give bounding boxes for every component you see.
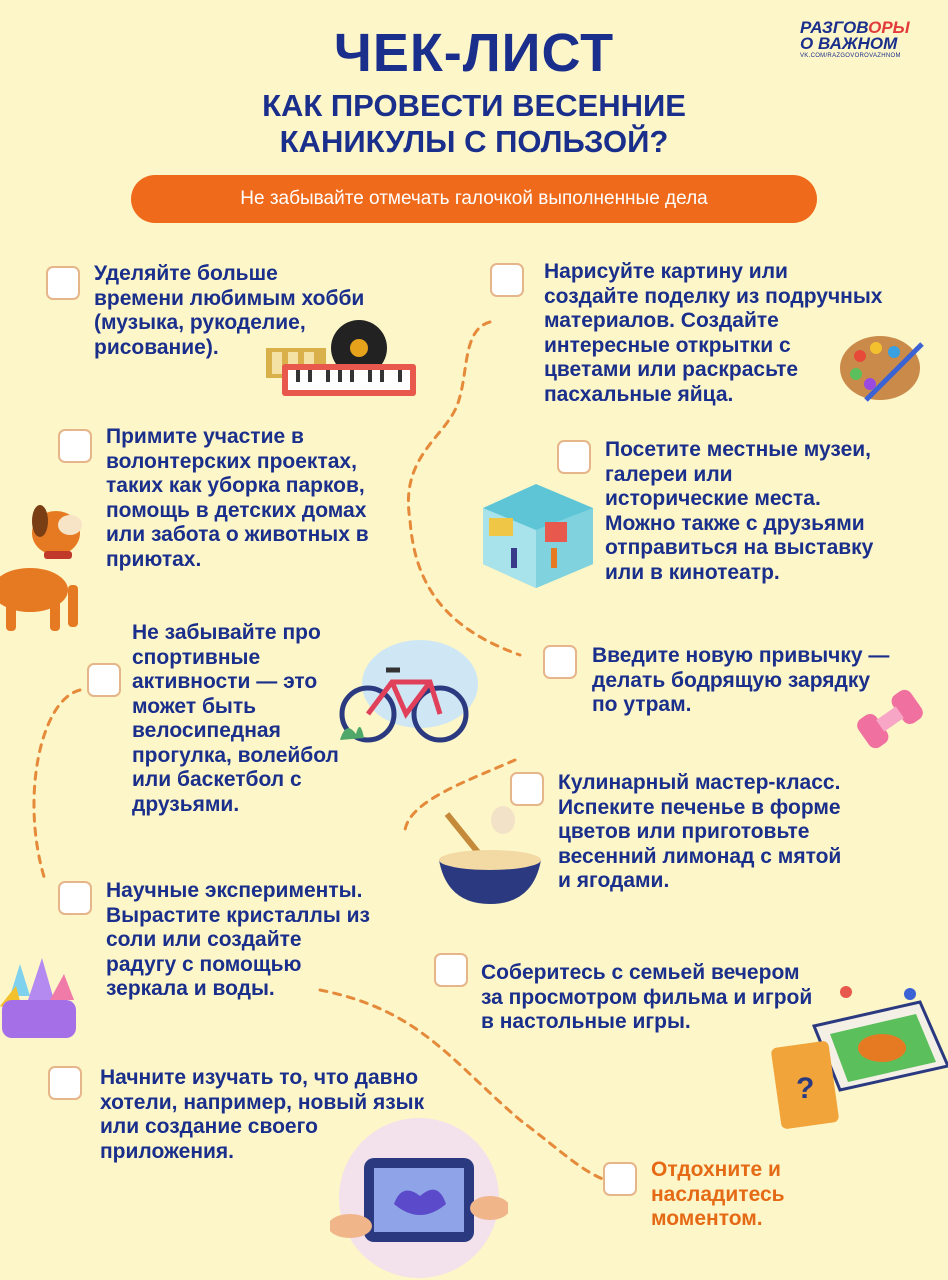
- checkbox-relax[interactable]: [603, 1162, 637, 1196]
- item-text-painting: Нарисуйте картину или создайте поделку из подручных материалов. Создайте интересные открытки с цветами или раскрасьте пасхальные яйца.: [544, 260, 883, 406]
- checkbox-exercise[interactable]: [543, 645, 577, 679]
- item-text-sport: Не забывайте про спортивные активности — это может быть велосипедная прогулка, волейбол или баскетбол с друзьями.: [132, 621, 339, 816]
- palette-icon: [836, 330, 926, 404]
- item-text-museum: Посетите местные музеи, галереи или исторические места. Можно также с друзьями отправиться на выставку или в кинотеатр.: [605, 438, 874, 584]
- item-text-relax: Отдохните и насладитесь моментом.: [651, 1158, 785, 1230]
- checkbox-volunteer[interactable]: [58, 429, 92, 463]
- dog-icon: [0, 495, 92, 635]
- checkbox-sport[interactable]: [87, 663, 121, 697]
- checkbox-science[interactable]: [58, 881, 92, 915]
- item-text-exercise: Введите новую привычку — делать бодрящую зарядку по утрам.: [592, 644, 890, 716]
- checkbox-museum[interactable]: [557, 440, 591, 474]
- checkbox-family[interactable]: [434, 953, 468, 987]
- board-game-icon: [770, 982, 948, 1130]
- logo-text-1: РАЗГОВ: [800, 18, 869, 37]
- item-text-family: Соберитесь с семьей вечером за просмотром фильма и игрой в настольные игры.: [481, 961, 813, 1033]
- crystals-icon: [0, 956, 80, 1042]
- item-text-hobby: Уделяйте больше времени любимым хобби (музыка, рукоделие, рисование).: [94, 262, 365, 359]
- item-text-cooking: Кулинарный мастер-класс. Испеките печенье в форме цветов или приготовьте весенний лимонад с мятой и ягодами.: [558, 771, 842, 892]
- instruction-banner: Не забывайте отмечать галочкой выполненные дела: [131, 175, 817, 223]
- dumbbell-icon: [848, 676, 932, 762]
- museum-icon: [473, 478, 599, 593]
- item-text-learning: Начните изучать то, что давно хотели, например, новый язык или создание своего приложения.: [100, 1066, 425, 1163]
- page-title: ЧЕК-ЛИСТ: [333, 23, 615, 83]
- checkbox-hobby[interactable]: [46, 266, 80, 300]
- item-text-science: Научные эксперименты. Вырастите кристаллы из соли или создайте радугу с помощью зеркала и воды.: [106, 879, 370, 1000]
- svg-text:?: ?: [796, 1072, 815, 1105]
- tablet-icon: [330, 1118, 508, 1278]
- checkbox-learning[interactable]: [48, 1066, 82, 1100]
- cooking-bowl-icon: [433, 800, 547, 906]
- hobby-icon: [262, 318, 420, 398]
- logo-text-2: О ВАЖНОМ: [800, 34, 898, 53]
- checkbox-painting[interactable]: [490, 263, 524, 297]
- bicycle-icon: [330, 640, 478, 750]
- page-subtitle: КАК ПРОВЕСТИ ВЕСЕННИЕ КАНИКУЛЫ С ПОЛЬЗОЙ?: [262, 88, 686, 159]
- logo-text-1b: ОРЫ: [868, 18, 910, 37]
- item-text-volunteer: Примите участие в волонтерских проектах, таких как уборка парков, помощь в детских домах или забота о животных в приютах.: [106, 425, 369, 571]
- logo-url: VK.COM/RAZGOVOROVAZHNOM: [800, 53, 901, 59]
- brand-logo: [800, 20, 920, 59]
